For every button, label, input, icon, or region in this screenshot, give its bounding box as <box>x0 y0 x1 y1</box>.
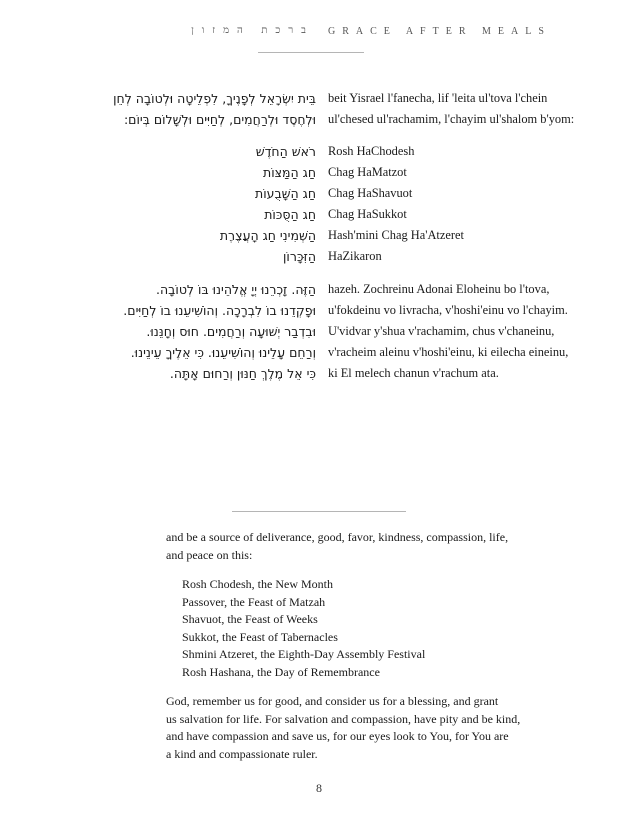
translation-festival-line: Rosh Hashana, the Day of Remembrance <box>182 664 380 679</box>
translation-festival-line: Shavuot, the Feast of Weeks <box>182 612 318 626</box>
transliteration-line: ul'chesed ul'rachamim, l'chayim ul'shalom b'yom: <box>328 112 575 126</box>
transliteration-line: beit Yisrael l'fanecha, lif 'leita ul'tova l'chein <box>328 91 548 105</box>
hebrew-line: בֵּית יִשְׂרָאֵל לְפָנֶיךָ, לִפְלֵיטָה וּלְטוֹבָה לְחֵן <box>113 91 316 106</box>
translation-line: a kind and compassionate ruler. <box>166 746 318 761</box>
translation-line: and have compassion and save us, for our eyes look to You, for You are <box>166 729 509 743</box>
hebrew-line: הַזֶּה. זָכְרֵנוּ יְיָ אֱלֹהֵינוּ בּוֹ לְטוֹבָה. <box>156 282 316 297</box>
header-divider <box>258 52 364 53</box>
translation-line: and peace on this: <box>166 547 253 562</box>
transliteration-festival-line: Chag HaShavuot <box>328 186 413 200</box>
english-translation <box>166 529 526 763</box>
transliteration-line: hazeh. Zochreinu Adonai Eloheinu bo l'tova, <box>328 282 550 296</box>
hebrew-festival-line: חַג הַשָּׁבֻעוֹת <box>255 186 316 201</box>
transliteration-festival-line: Hash'mini Chag Ha'Atzeret <box>328 228 464 242</box>
transliteration-festival-line: Rosh HaChodesh <box>328 144 415 158</box>
hebrew-line: וּפָקְדֵנוּ בוֹ לִבְרָכָה. וְהוֹשִׁיעֵנוּ בוֹ לְחַיִּים. <box>123 303 316 318</box>
transliteration-line: u'fokdeinu vo livracha, v'hoshi'einu vo l'chayim. <box>328 303 568 317</box>
translation-festival-line: Sukkot, the Feast of Tabernacles <box>182 629 338 644</box>
running-header <box>0 26 638 46</box>
translation-line: God, remember us for good, and consider us for a blessing, and grant <box>166 694 499 708</box>
hebrew-festival-line: הַשְּׁמִינִי חַג הָעֲצֶרֶת <box>219 228 316 243</box>
hebrew-running-title: ברכת המזון <box>191 25 314 36</box>
translation-line: and be a source of deliverance, good, favor, kindness, compassion, life, <box>166 530 509 544</box>
transliteration-festival-line: Chag HaMatzot <box>328 165 407 179</box>
hebrew-line: כִּי אֵל מֶלֶךְ חַנּוּן וְרַחוּם אָתָּה. <box>169 366 316 381</box>
transliteration-column <box>328 88 628 384</box>
hebrew-line: וּבִדְבַר יְשׁוּעָה וְרַחֲמִים. חוּס וְחָנֵּנוּ. <box>146 324 316 339</box>
hebrew-festival-line: חַג הַסֻּכּוֹת <box>264 207 316 222</box>
hebrew-line: וְרַחֵם עָלֵינוּ וְהוֹשִׁיעֵנוּ. כִּי אֵלֶיךָ עֵינֵינוּ. <box>130 345 316 360</box>
english-running-title: GRACE AFTER MEALS <box>328 26 551 37</box>
hebrew-festival-line: חַג הַמַּצּוֹת <box>263 165 316 180</box>
transliteration-festival-line: Chag HaSukkot <box>328 207 407 221</box>
transliteration-line: ki El melech chanun v'rachum ata. <box>328 366 499 380</box>
hebrew-festival-line: הַזִּכָּרוֹן <box>283 249 316 264</box>
translation-festival-line: Rosh Chodesh, the New Month <box>182 577 333 591</box>
translation-line: us salvation for life. For salvation and compassion, have pity and be kind, <box>166 711 521 726</box>
transliteration-line: v'racheim aleinu v'hoshi'einu, ki eilecha eineinu, <box>328 345 569 359</box>
hebrew-text-column <box>70 88 316 384</box>
transliteration-festival-line: HaZikaron <box>328 249 382 263</box>
section-divider <box>232 511 406 512</box>
translation-festival-line: Shmini Atzeret, the Eighth-Day Assembly Festival <box>182 647 426 661</box>
hebrew-line: וּלְחֶסֶד וּלְרַחֲמִים, לְחַיִּים וּלְשָׁלוֹם בְּיוֹם: <box>123 112 316 127</box>
hebrew-festival-line: רֹאשׁ הַחֹדֶשׁ <box>255 144 316 159</box>
transliteration-line: U'vidvar y'shua v'rachamim, chus v'chaneinu, <box>328 324 555 338</box>
page-number: 8 <box>316 781 322 795</box>
translation-festival-line: Passover, the Feast of Matzah <box>182 594 326 609</box>
